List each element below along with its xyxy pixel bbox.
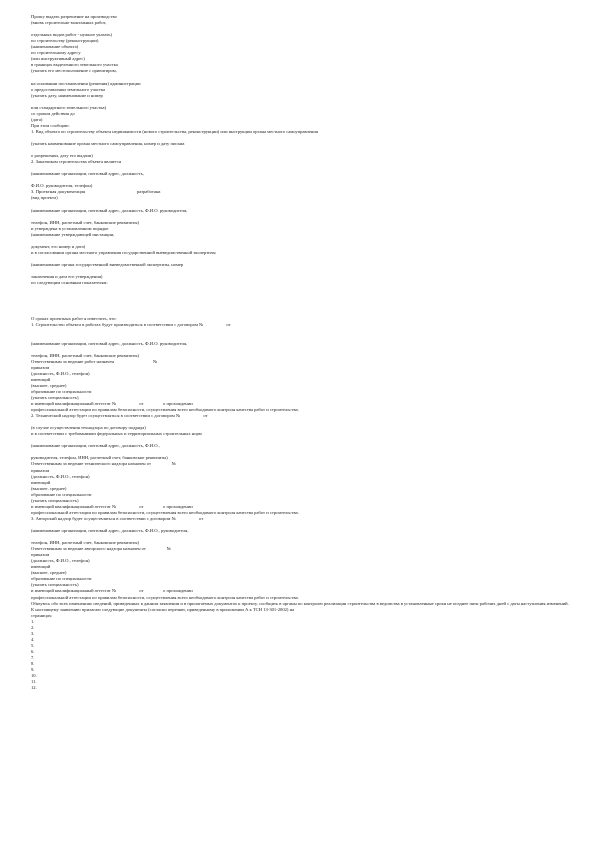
document-line: (в случае осуществления технадзора по договору подряда) <box>31 425 146 431</box>
document-line: (указать специальность) <box>31 497 79 503</box>
document-line: по строительному адресу <box>31 50 81 56</box>
document-line: (наименование организации, почтовый адрес, должность, <box>31 171 144 177</box>
document-line: со сроком действия до <box>31 110 75 116</box>
document-line: 2. Заказчиком строительства объекта является <box>31 159 122 165</box>
document-line: или стандартного земельного участка) <box>31 104 107 110</box>
document-line: и в согласовании органа местного управления государственной вневедомственной экспертизы <box>31 249 216 255</box>
document-line: (наименование утверждающей инстанции, <box>31 231 115 237</box>
document-line: Ответственным за ведение работ назначен № <box>31 358 158 364</box>
document-line: и в соответствии с требованиями федеральных и территориальных строительных норм <box>31 431 202 437</box>
document-line: страницах: <box>31 612 53 618</box>
document-line: (указать дату, наименование и номер <box>31 92 103 98</box>
document-line: Ответственным за ведение технического надзора назначен от № <box>31 461 177 467</box>
document-line: Прошу выдать разрешение на производство <box>31 14 117 19</box>
document-line: 2. <box>31 624 35 630</box>
document-line: профессиональной аттестации по правилам безопасности, осуществления всего необходимого контроля качества работ и строительства. <box>31 407 299 413</box>
document-line: 1. Строительство объекта в работах будут производиться в соответствии с договором № от <box>31 322 231 328</box>
document-line: имеющий <box>31 479 51 485</box>
document-line: (наименование органа государственной вневедомственной экспертизы, номер <box>31 261 184 267</box>
document-line: телефон, ИНН, расчетный счет, банковские реквизиты) <box>31 219 140 225</box>
document-line: Ф.И.О. руководителя, телефон) <box>31 183 93 189</box>
document-line: (должность, Ф.И.О., телефон) <box>31 473 90 479</box>
document-line: 9. <box>31 667 35 673</box>
document-line: О сроках проектных работ я известить, что: <box>31 316 117 322</box>
document-line: имеющий <box>31 564 51 570</box>
document-line: образование по специальности <box>31 388 92 394</box>
application-document <box>31 14 571 691</box>
document-line: профессиональной аттестации по правилам безопасности, осуществления всего необходимого контроля качества работ и строительства. <box>31 594 299 600</box>
document-line: в границах выделенного земельного участка <box>31 62 118 68</box>
document-line: телефон, ИНН, расчетный счет, банковские реквизиты) <box>31 352 140 358</box>
document-line: 12. <box>31 685 37 691</box>
document-line: 8. <box>31 661 35 667</box>
document-line: Ответственным за ведение авторского надзора назначен от № <box>31 546 171 552</box>
document-line: 7. <box>31 654 35 660</box>
document-line: и имеющий квалификационный аттестат № от о прохождении <box>31 588 193 594</box>
document-line: 3. <box>31 630 35 636</box>
document-line: (должность, Ф.И.О., телефон) <box>31 558 90 564</box>
document-line: 5. <box>31 642 35 648</box>
document-line: При этом сообщаю: <box>31 122 70 128</box>
document-line: 2. Технический надзор будет осуществляться в соответствии с договором № от <box>31 413 208 419</box>
document-line: (наименование объекта) <box>31 44 79 50</box>
document-line: (наименование организации, почтовый адрес, должность, Ф.И.О., руководителя, <box>31 527 189 533</box>
document-line: К настоящему заявлению прилагаю следующие документы (согласно перечню, приведенному в приложении А к ТСН 13-301-2002) на <box>31 606 295 612</box>
document-line: имеющий <box>31 376 51 382</box>
document-line: приказом <box>31 364 50 370</box>
document-line: по следующим основным показателям: <box>31 280 108 286</box>
document-line: на основании постановления (решения) администрации <box>31 80 141 86</box>
document-line: по строительству (реконструкции) <box>31 38 99 44</box>
document-line: профессиональной аттестации по правилам безопасности, осуществления всего необходимого контроля качества работ и строительства. <box>31 509 299 515</box>
document-line: и имеющий квалификационный аттестат № от о прохождении <box>31 503 193 509</box>
document-line: (наименование организации, почтовый адрес, должность, Ф.И.О. руководителя, <box>31 340 188 346</box>
document-line: (указать специальность) <box>31 582 79 588</box>
document-line: (наименование организации, почтовый адрес, должность, Ф.И.О., <box>31 443 160 449</box>
document-line: (наименование организации, почтовый адрес, должность, Ф.И.О. руководителя, <box>31 207 188 213</box>
document-line: 11. <box>31 679 37 685</box>
document-line: (вновь строительно-монтажных работ, <box>31 20 107 26</box>
document-line: 3. Авторский надзор будет осуществляться в соответствии с договором № от <box>31 515 204 521</box>
document-line: (указать его местоположение с ориентиром, <box>31 68 117 74</box>
document-line: (высшее, среднее) <box>31 382 67 388</box>
document-line: 4. <box>31 636 35 642</box>
document-line: 3. Проектная документация разработана <box>31 189 161 195</box>
document-line: документ, его номер и дата) <box>31 243 86 249</box>
document-line: и имеющий квалификационный аттестат № от о прохождении <box>31 401 193 406</box>
document-line: (или инструктивный адрес) <box>31 56 85 62</box>
document-line: (дата) <box>31 116 43 122</box>
document-line: о разрешении, дату его выдачи) <box>31 153 93 159</box>
document-line: 1. Вид объекта по строительству объекта недвижимости (нового строительства, реконструкции) или инструкции органа местного самоуправления <box>31 128 318 134</box>
document-line: (указать наименование органа местного самоуправления, номер и дату письма <box>31 140 185 146</box>
document-line: заключения и дата его утверждения) <box>31 274 103 280</box>
document-line: руководителя, телефон, ИНН, расчетный счет, банковские реквизиты) <box>31 455 168 461</box>
document-line: (указать специальность) <box>31 394 79 400</box>
document-line: 1. <box>31 618 35 624</box>
document-line: образование по специальности <box>31 491 92 497</box>
document-line: и утверждена в установленном порядке <box>31 225 109 231</box>
document-line: телефон, ИНН, расчетный счет, банковские реквизиты) <box>31 540 140 546</box>
document-line: 10. <box>31 673 37 679</box>
document-line: (должность, Ф.И.О., телефон) <box>31 370 90 376</box>
document-line: (высшее, среднее) <box>31 570 67 576</box>
document-line: приказом <box>31 552 50 558</box>
document-line: (высшее, среднее) <box>31 485 67 491</box>
document-line: отдельных видов работ - нужное указать) <box>31 32 112 38</box>
document-line: (вид проекта) <box>31 195 58 201</box>
document-line: Обязуюсь обо всех изменениях сведений, приведенных в данном заявлении и в прилагаемых документах к проекту, сообщить в органы по контролю реализации строительства в ведомства в установленные сроки не позднее пяти рабочих дней с даты наступления изменений. <box>31 600 569 606</box>
document-line: 6. <box>31 648 35 654</box>
document-line: образование по специальности <box>31 576 92 582</box>
document-line: о предоставлении земельного участка <box>31 86 106 92</box>
document-line: приказом <box>31 467 50 473</box>
